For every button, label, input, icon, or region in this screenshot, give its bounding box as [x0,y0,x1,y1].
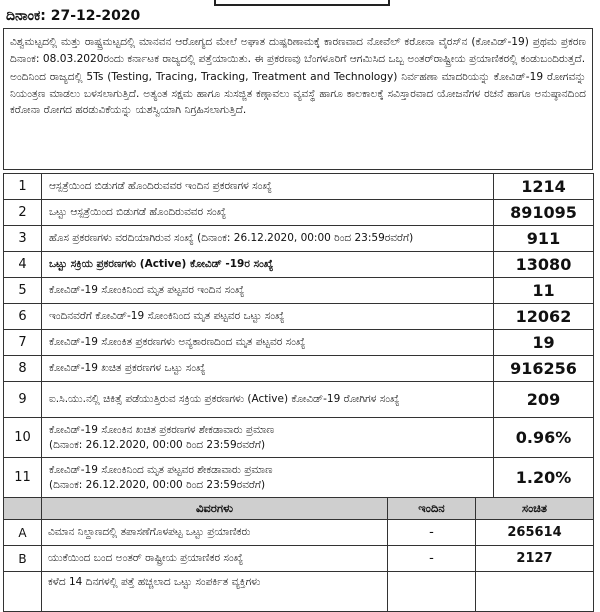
travel-row-code [4,572,42,612]
stats-row-number: 9 [4,382,42,418]
stats-row-label: ಆಸ್ಪತ್ರೆಯಿಂದ ಬಿಡುಗಡೆ ಹೊಂದಿರುವವರ ಇಂದಿನ ಪ್ರಕರಣಗಳ ಸಂಖ್ಯೆ [49,180,272,192]
stats-row-label: ಕೋವಿಡ್-19 ಸೋಂಕಿನ ಖಚಿತ ಪ್ರಕರಣಗಳ ಶೇಕಡಾವಾರು ಪ್ರಮಾಣ [49,423,275,436]
stats-row-value: 891095 [494,200,594,226]
travel-header-blank [4,498,42,520]
bulletin-date: ದಿನಾಂಕ: 27-12-2020 [6,8,141,24]
travel-header-today: ಇಂದಿನ [388,498,476,520]
travel-header-cumulative: ಸಂಚಿತ [476,498,594,520]
stats-row-label-cell [42,278,494,304]
stats-row-label-cell [42,304,494,330]
travel-row-today: - [388,546,476,572]
stats-row-label-cell [42,252,494,278]
stats-row-label-cell [42,382,494,418]
stats-row-label: ಐ.ಸಿ.ಯು.ನಲ್ಲಿ ಚಿಕಿತ್ಸೆ ಪಡೆಯುತ್ತಿರುವ ಸಕ್ರಿಯ ಪ್ರಕರಣಗಳು (Active) ಕೋವಿಡ್-19 ರೋಗಿಗಳ ಸಂಖ್ಯೆ [49,393,400,405]
stats-row-number: 10 [4,418,42,458]
stats-row-value: 13080 [494,252,594,278]
stats-row-value: 0.96% [494,418,594,458]
stats-row-label-cell [42,174,494,200]
stats-row-sublabel: (ದಿನಾಂಕ: 26.12.2020, 00:00 ರಿಂದ 23:59ರವರೆಗೆ) [49,478,266,491]
stats-row-label: ಕೋವಿಡ್-19 ಸೋಂಕಿನಿಂದ ಮೃತ ಪಟ್ಟವರ ಶೇಕಡಾವಾರು ಪ್ರಮಾಣ [49,463,273,476]
stats-row-number: 7 [4,330,42,356]
travel-row-label: ಯುಕೆಯಿಂದ ಬಂದ ಅಂತರ್ ರಾಷ್ಟ್ರೀಯ ಪ್ರಯಾಣಿಕರ ಸಂಖ್ಯೆ [42,546,388,572]
stats-row [4,174,594,200]
stats-row-value: 19 [494,330,594,356]
travel-row-label: ವಿಮಾನ ನಿಲ್ದಾಣದಲ್ಲಿ ತಪಾಸಣೆಗೊಳಪಟ್ಟ ಒಟ್ಟು ಪ್ರಯಾಣಿಕರು [42,520,388,546]
stats-row-label: ಒಟ್ಟು ಸಕ್ರಿಯ ಪ್ರಕರಣಗಳು (Active) ಕೋವಿಡ್ -19ರ ಸಂಖ್ಯೆ [49,258,274,270]
travel-row-cumulative: 2127 [476,546,594,572]
stats-row-label: ಇಂದಿನವರೆಗೆ ಕೋವಿಡ್-19 ಸೋಂಕಿನಿಂದ ಮೃತ ಪಟ್ಟವರ ಒಟ್ಟು ಸಂಖ್ಯೆ [49,310,285,322]
stats-row-value: 1214 [494,174,594,200]
stats-row-number: 8 [4,356,42,382]
stats-row-number: 11 [4,458,42,498]
travel-row-code: B [4,546,42,572]
stats-row-value: 916256 [494,356,594,382]
stats-row [4,330,594,356]
stats-row-label: ಕೋವಿಡ್-19 ಸೋಂಕಿನಿಂದ ಮೃತ ಪಟ್ಟವರ ಇಂದಿನ ಸಂಖ್ಯೆ [49,284,245,296]
stats-row-value: 11 [494,278,594,304]
intro-paragraph-1: ವಿಶ್ವಮಟ್ಟದಲ್ಲಿ ಮತ್ತು ರಾಷ್ಟ್ರಮಟ್ಟದಲ್ಲಿ ಮಾನವನ ಆರೋಗ್ಯದ ಮೇಲೆ ಅಘಾತ ದುಷ್ಪರಿಣಾಮಕ್ಕೆ ಕಾರಣವಾದ ನೋವೆಲ್ ಕರೋನಾ ವೈರಸ್‌ನ (ಕೋವಿಡ್-19) ಪ್ರಥಮ ಪ್ರಕರಣ ದಿನಾಂಕ: 08.03.2020ರಂದು ಕರ್ನಾಟಕ ರಾಜ್ಯದಲ್ಲಿ ಪತ್ತೆಯಾಯಿತು. ಈ ಪ್ರಕರಣವು ಬೆಂಗಳೂರಿಗೆ ಆಗಮಿಸಿದ ಒಬ್ಬ ಅಂತರ್‌ರಾಷ್ಟ್ರೀಯ ಪ್ರಯಾಣಿಕರಲ್ಲಿ ಕಂಡುಬಂದಿರುತ್ತದೆ. [10,36,586,65]
stats-row-value: 209 [494,382,594,418]
stats-row [4,278,594,304]
stats-row-label-cell [42,458,494,498]
stats-row-label-cell [42,226,494,252]
travel-row-cumulative: 265614 [476,520,594,546]
travel-row-today: - [388,520,476,546]
stats-row [4,226,594,252]
stats-row-label: ಹೊಸ ಪ್ರಕರಣಗಳು ವರದಿಯಾಗಿರುವ ಸಂಖ್ಯೆ (ದಿನಾಂಕ: 26.12.2020, 00:00 ರಿಂದ 23:59ರವರೆಗೆ) [49,232,414,244]
stats-row [4,356,594,382]
stats-row-label: ಕೋವಿಡ್-19 ಸೋಂಕಿತ ಪ್ರಕರಣಗಳು ಅನ್ಯಕಾರಣದಿಂದ ಮೃತ ಪಟ್ಟವರ ಸಂಖ್ಯೆ [49,336,306,348]
stats-row [4,382,594,418]
stats-row [4,252,594,278]
travel-row-code: A [4,520,42,546]
title-box-edge [214,0,390,6]
stats-row-value: 12062 [494,304,594,330]
stats-row-number: 5 [4,278,42,304]
stats-row-label-cell [42,418,494,458]
stats-row [4,304,594,330]
stats-row-number: 2 [4,200,42,226]
stats-row-label-cell [42,356,494,382]
travel-header-details: ವಿವರಗಳು [42,498,388,520]
stats-row-label-cell [42,200,494,226]
stats-row-label: ಒಟ್ಟು ಆಸ್ಪತ್ರೆಯಿಂದ ಬಿಡುಗಡೆ ಹೊಂದಿರುವವರ ಸಂಖ್ಯೆ [49,206,227,218]
stats-row-value: 1.20% [494,458,594,498]
travel-row-label: ಕಳೆದ 14 ದಿನಗಳಲ್ಲಿ ಪತ್ತೆ ಹಚ್ಚಲಾದ ಒಟ್ಟು ಸಂಪರ್ಕಿತ ವ್ಯಕ್ತಿಗಳು [42,572,388,612]
travel-row [4,572,594,612]
travel-row [4,520,594,546]
travel-header-row [4,498,594,520]
stats-row-sublabel: (ದಿನಾಂಕ: 26.12.2020, 00:00 ರಿಂದ 23:59ರವರೆಗೆ) [49,438,266,451]
stats-row-label-cell [42,330,494,356]
travel-row-today [388,572,476,612]
covid-stats-table [3,173,594,498]
travel-row [4,546,594,572]
travel-row-cumulative [476,572,594,612]
stats-row-number: 4 [4,252,42,278]
stats-row [4,200,594,226]
stats-row-number: 1 [4,174,42,200]
stats-row-value: 911 [494,226,594,252]
intro-paragraph-2: ಅಂದಿನಿಂದ ರಾಜ್ಯದಲ್ಲಿ 5Ts (Testing, Tracing, Tracking, Treatment and Technology) ನಿರ್ವಹಣಾ ಮಾದರಿಯನ್ನು ಕೋವಿಡ್-19 ರೋಗವನ್ನು ನಿಯಂತ್ರಣ ಮಾಡಲು ಬಳಸಲಾಗುತ್ತಿದೆ. ಅತ್ಯಂತ ಸಕ್ಷಮ ಹಾಗೂ ಸುಸಜ್ಜಿತ ಕಣ್ಗಾವಲು ವ್ಯವಸ್ಥೆ ಹಾಗೂ ಕಾಲಕಾಲಕ್ಕೆ ಸವಿಸ್ತಾರವಾದ ಯೋಜನೆಗಳ ರಚನೆ ಹಾಗೂ ಅನುಷ್ಠಾನದಿಂದ ಕರೋನಾ ರೋಗದ ಹರಡುವಿಕೆಯನ್ನು ಯಶಸ್ವಿಯಾಗಿ ನಿಗ್ರಹಿಸಲಾಗುತ್ತಿದೆ. [10,71,586,117]
travel-table [3,497,594,612]
stats-row [4,458,594,498]
stats-row [4,418,594,458]
intro-text-box [3,28,593,170]
stats-row-number: 3 [4,226,42,252]
stats-row-number: 6 [4,304,42,330]
stats-row-label: ಕೋವಿಡ್-19 ಖಚಿತ ಪ್ರಕರಣಗಳ ಒಟ್ಟು ಸಂಖ್ಯೆ [49,362,206,374]
